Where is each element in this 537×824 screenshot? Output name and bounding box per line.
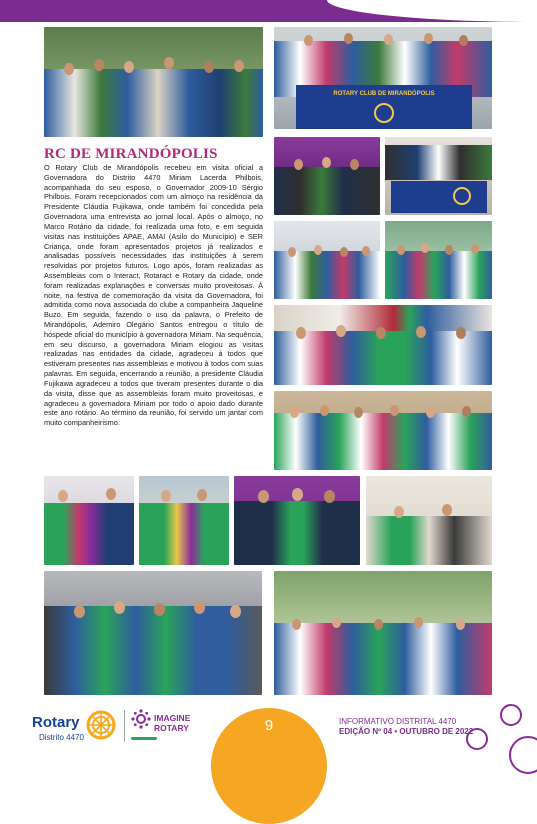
rotary-wheel-emblem bbox=[453, 187, 471, 205]
photo-dinner-group bbox=[44, 571, 262, 695]
decorative-ring bbox=[466, 728, 488, 750]
photo-meeting-blue-banner-2 bbox=[385, 137, 492, 215]
decorative-ring bbox=[500, 704, 522, 726]
edition-info: EDIÇÃO Nº 04 • OUTUBRO DE 2022 bbox=[339, 727, 474, 736]
photo-institution-visit-1 bbox=[274, 221, 380, 299]
rotary-logo-text: Rotary bbox=[32, 714, 80, 731]
rotary-wheel-icon bbox=[86, 710, 116, 740]
photo-institution-visit-2 bbox=[385, 221, 492, 299]
photo-interview bbox=[366, 476, 492, 565]
club-banner-text: ROTARY CLUB DE MIRANDÓPOLIS bbox=[333, 91, 435, 97]
imagine-rotary-label: ROTARY bbox=[154, 723, 189, 733]
article-title: RC DE MIRANDÓPOLIS bbox=[44, 146, 218, 162]
photo-gift-basket bbox=[139, 476, 229, 565]
photo-group-flags bbox=[274, 305, 492, 385]
photo-title-ceremony bbox=[234, 476, 360, 565]
decorative-ring bbox=[509, 736, 537, 774]
photo-new-member-flowers bbox=[44, 476, 134, 565]
top-banner bbox=[0, 0, 537, 22]
imagine-rotary-mark-icon bbox=[131, 709, 151, 729]
photo-group-court bbox=[274, 571, 492, 695]
top-banner-curve bbox=[327, 0, 537, 22]
footer-divider bbox=[124, 710, 125, 742]
article-body: O Rotary Club de Mirandópolis recebeu em visita oficial a Governadora do Distrito 4470 Miriam Lacerda Philbois, acompanhada do seu esposo, o Governador 2009-10 Sérgio Philbois. Foram recepcionados com um almoço na residência da Presidente Cláudia Fujikawa, onde também foi concedida pela Governadora uma entrevista ao jornal local. Após o almoço, no Marco Rotário da cidade, foi realizada uma foto, e em seguida visitas nas instituições APAE, AMAI (Asilo do Município) e SER Criança, onde foram apresentados projetos já realizados e analisadas possíveis necessidades das instituições à serem resolvidas por projetos futuros. Logo após, foram realizadas as Assembleias com o Interact, Rotaract e Rotary da cidade, onde foram realizadas explanações e conversas muito proveitosas. À noite, na festiva de comemoração da visita da Governadora, foi admitida como nova associada do clube a companheira Jaqueline Buzo. Em seguida, fazendo o uso da palavra, o Prefeito de Mirandópolis, Ademiro Olegário Santos entregou o título de hóspede oficial do município à governadora Miriam. Na sequência, em seu discurso, a governadora Miriam elogiou as visitas realizadas nas entidades da cidade, agradeceu à todos que estiveram presentes nas assembleias e motivou à todos com suas palavras. Em seguida, encerrando a reunião, a presidente Cláudia Fujikawa agradeceu a todos que tiveram presentes durante o dia da visita, disse que as assembleias foram muito proveitosas, e agradeceu a governadora Miriam por todo o apoio dado durante este ano rotário. Ao término da reunião, foi servido um jantar com muito companheirismo. bbox=[44, 163, 263, 428]
photo-meeting-purple-backdrop-1 bbox=[274, 137, 380, 215]
page-number: 9 bbox=[264, 717, 274, 734]
rotary-wheel-emblem bbox=[374, 103, 394, 123]
publication-name: INFORMATIVO DISTRITAL 4470 bbox=[339, 717, 457, 726]
table-banner bbox=[391, 181, 487, 213]
photo-group-rotary-marker bbox=[44, 27, 263, 137]
imagine-label: IMAGINE bbox=[154, 713, 191, 723]
photo-group-club-banner bbox=[274, 27, 492, 129]
photo-group-interact bbox=[274, 391, 492, 470]
imagine-underline bbox=[131, 737, 157, 740]
district-label: Distrito 4470 bbox=[39, 733, 84, 742]
